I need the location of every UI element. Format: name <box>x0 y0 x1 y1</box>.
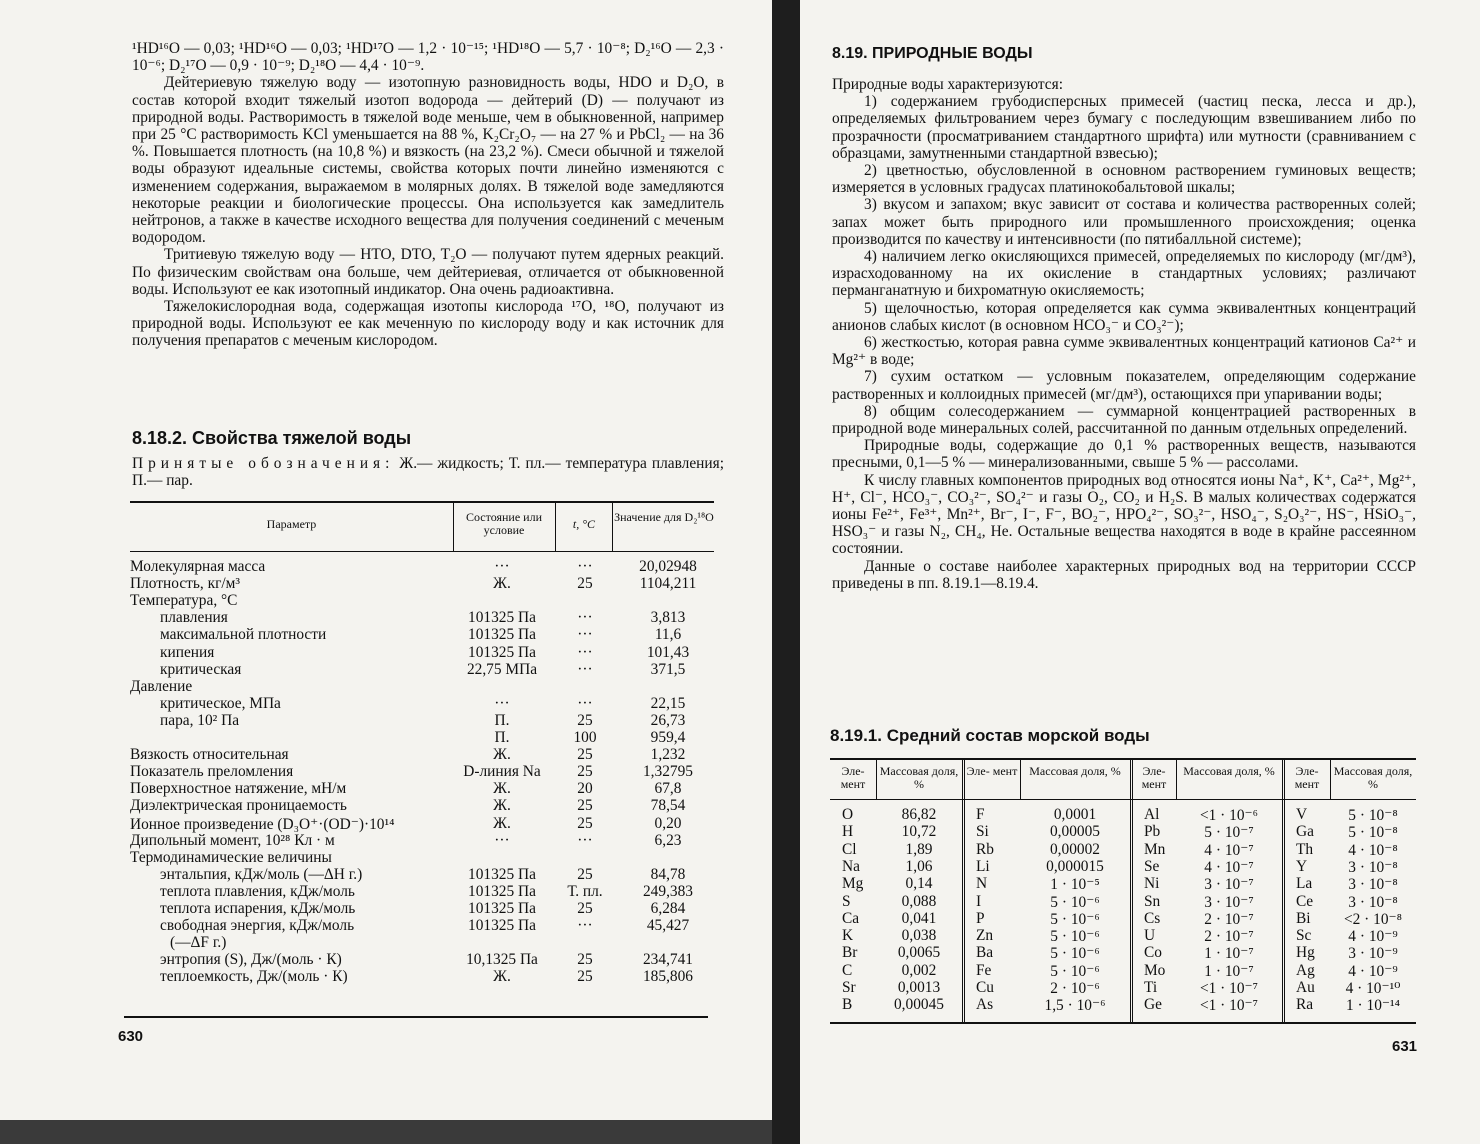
sea-element-cell: Rb <box>976 840 994 858</box>
condition-cell: П. <box>494 729 510 746</box>
col-header-temp: t, °C <box>572 517 596 531</box>
condition-cell: ··· <box>494 694 510 712</box>
param-cell: Показатель преломления <box>130 763 294 781</box>
condition-cell: 101325 Па <box>468 882 536 900</box>
item-3: 3) вкусом и запахом; вкус зависит от состава и количества растворенных солей; запах может быть природного или промышленного происхождения; оценка производится по качеству и интенсивности (по пятибалльной системе); <box>832 196 1416 248</box>
sea-element-cell: U <box>1144 927 1156 945</box>
value-cell: 0,20 <box>654 814 682 832</box>
notation-text: Ж.— жидкость; Т. пл.— температура плавления; П.— пар. <box>132 455 724 490</box>
sea-element-cell: P <box>976 909 985 927</box>
sea-fraction-cell: <1 · 10⁻⁷ <box>1199 997 1259 1015</box>
sea-fraction-cell: 1 · 10⁻⁷ <box>1204 945 1254 963</box>
item-4: 4) наличием легко окисляющихся примесей, определяемых по кислороду (мг/дм³), израсходованному на их окисление в стандартных условиях; различают перманганатную и бихроматную окисляемость; <box>832 248 1416 300</box>
sea-fraction-cell: 1,89 <box>905 840 933 858</box>
value-cell: 185,806 <box>642 968 694 986</box>
sea-fraction-cell: 3 · 10⁻⁸ <box>1348 858 1398 876</box>
condition-cell: П. <box>494 711 510 729</box>
temp-cell: ··· <box>577 831 593 849</box>
value-cell: 6,284 <box>650 900 686 917</box>
item-2: 2) цветностью, обусловленной в основном растворением гуминовых веществ; измеряется в условных градусах платинокобальтовой шкалы; <box>832 162 1416 197</box>
sea-element-cell: F <box>976 806 985 823</box>
sea-element-cell: I <box>976 892 982 910</box>
temp-cell: 20 <box>577 780 593 798</box>
paragraph-ions: К числу главных компонентов природных вод относятся ионы Na⁺, K⁺, Ca²⁺, Mg²⁺, H⁺, Cl⁻, HCO₃⁻, CO₃²⁻, SO₄²⁻ и газы O₂, CO₂ и H₂S. В малых количествах содержатся ионы Fe²⁺, Fe³⁺, Mn²⁺, Br⁻, I⁻, F⁻, BO₂⁻, HPO₄²⁻, SO₃²⁻, HSO₄⁻, S₂O₃²⁻, HS⁻, HSiO₃⁻, HSO₃⁻ и газы N₂, CH₄, He. Остальные вещества находятся в воде в крайне рассеянном состоянии. <box>832 471 1416 558</box>
value-cell: 1,232 <box>650 746 686 764</box>
sea-element-cell: As <box>976 996 994 1014</box>
sea-fraction-cell: <1 · 10⁻⁷ <box>1199 980 1259 997</box>
temp-cell: 25 <box>577 797 593 815</box>
sea-fraction-cell: 4 · 10⁻⁷ <box>1204 841 1254 859</box>
paragraph-data-ref: Данные о составе наиболее характерных природных вод на территории СССР приведены в пп. 8.19.1—8.19.4. <box>832 557 1416 592</box>
param-cell: плавления <box>160 609 228 627</box>
sea-col-header-element: Эле- мент <box>966 764 1018 778</box>
value-cell: 1104,211 <box>639 575 697 593</box>
sea-element-cell: Co <box>1144 944 1162 962</box>
temp-cell: 25 <box>577 865 593 883</box>
sea-element-cell: K <box>842 927 854 945</box>
sea-fraction-cell: 5 · 10⁻⁶ <box>1050 928 1100 946</box>
condition-cell: Ж. <box>493 575 511 593</box>
sea-fraction-cell: 5 · 10⁻⁸ <box>1348 824 1398 842</box>
sea-fraction-cell: 1 · 10⁻⁵ <box>1050 876 1100 894</box>
sea-fraction-cell: 0,00005 <box>1049 823 1101 841</box>
param-cell: теплоемкость, Дж/(моль · К) <box>160 968 348 986</box>
sea-fraction-cell: 4 · 10⁻¹⁰ <box>1345 980 1401 997</box>
sea-element-cell: Zn <box>976 927 994 945</box>
paragraph-heavy-oxygen: Тяжелокислородная вода, содержащая изотопы кислорода ¹⁷O, ¹⁸O, получают из природной воды. Используют ее как меченную по кислороду воду и как источник для получения препаратов с меченым кислородом. <box>132 298 724 350</box>
sea-element-cell: N <box>976 875 988 893</box>
intro-line: Природные воды характеризуются: <box>832 76 1063 93</box>
sea-col-header-element: Эле- мент <box>1141 764 1167 791</box>
sea-element-cell: Ga <box>1296 823 1314 841</box>
sea-element-cell: Ba <box>976 944 994 962</box>
sea-fraction-cell: 86,82 <box>901 806 937 823</box>
col-header-value: Значение для D₂¹⁸O <box>614 510 714 524</box>
sea-fraction-cell: 4 · 10⁻⁷ <box>1204 858 1254 876</box>
value-cell: 20,02948 <box>639 558 697 575</box>
sea-element-cell: Sc <box>1296 927 1312 945</box>
sea-element-cell: Mg <box>842 875 864 893</box>
sea-fraction-cell: 3 · 10⁻⁷ <box>1204 876 1254 894</box>
temp-cell: ··· <box>577 694 593 712</box>
sea-element-cell: Sn <box>1144 892 1161 910</box>
sea-fraction-cell: 4 · 10⁻⁸ <box>1348 841 1398 859</box>
sea-element-cell: Mn <box>1144 840 1166 858</box>
param-cell: теплота испарения, кДж/моль <box>160 900 356 917</box>
sea-element-cell: V <box>1296 806 1308 823</box>
temp-cell: 25 <box>577 575 593 593</box>
sea-element-cell: Ra <box>1296 996 1314 1014</box>
sea-element-cell: Si <box>976 823 989 841</box>
sea-col-header-fraction: Массовая доля, % <box>879 764 959 791</box>
sea-element-cell: Au <box>1296 979 1315 996</box>
temp-cell: ··· <box>577 660 593 678</box>
sea-element-cell: Cs <box>1144 909 1161 927</box>
sea-fraction-cell: 5 · 10⁻⁶ <box>1050 945 1100 963</box>
sea-fraction-cell: 0,14 <box>905 875 933 893</box>
param-cell: Давление <box>130 677 193 695</box>
sea-fraction-cell: 1,06 <box>905 857 933 875</box>
sea-col-header-fraction: Массовая доля, % <box>1029 764 1121 778</box>
section-title-natural-waters: 8.19. ПРИРОДНЫЕ ВОДЫ <box>832 45 1033 62</box>
condition-cell: 101325 Па <box>468 900 536 917</box>
condition-cell: 101325 Па <box>468 865 536 883</box>
temp-cell: 25 <box>577 951 593 969</box>
sea-element-cell: Sr <box>842 979 856 996</box>
condition-cell: Ж. <box>493 968 511 986</box>
sea-element-cell: H <box>842 823 854 841</box>
sea-element-cell: Y <box>1296 857 1308 875</box>
sea-col-header-fraction: Массовая доля, % <box>1333 764 1413 791</box>
param-cell: свободная энергия, кДж/моль <box>160 917 355 935</box>
condition-cell: 101325 Па <box>468 609 536 627</box>
temp-cell: ··· <box>577 609 593 627</box>
sea-fraction-cell: 0,0001 <box>1053 806 1097 823</box>
sea-fraction-cell: 0,0065 <box>897 944 941 962</box>
col-header-condition: Состояние или условие <box>465 510 542 537</box>
sea-fraction-cell: <2 · 10⁻⁸ <box>1343 910 1403 928</box>
temp-cell: 25 <box>577 968 593 986</box>
condition-cell: Ж. <box>493 797 511 815</box>
sea-element-cell: Ge <box>1144 996 1162 1014</box>
param-cell: (—ΔF г.) <box>170 934 227 952</box>
param-cell: пара, 10² Па <box>160 711 240 729</box>
paragraph-deuterium: Дейтериевую тяжелую воду — изотопную разновидность воды, HDO и D₂O, в состав которой входит тяжелый изотоп водорода — дейтерий (D) — получают из природной воды. Растворимость в тяжелой воде меньше, чем в обыкновенной, например при 25 °C растворимость KCl уменьшается на 88 %, K₂Cr₂O₇ — на 27 % и PbCl₂ — на 36 %. Повышается плотность (на 10,8 %) и вязкость (на 23,2 %). Смеси обычной и тяжелой воды образуют идеальные системы, свойства которых почти линейно изменяются с изменением содержания, выражаемом в молярных долях. В тяжелой воде замедляются некоторые реакции и биологические процессы. Она используется как замедлитель нейтронов, а также в качестве исходного вещества для получения соединений с меченым водородом. <box>132 74 724 247</box>
book-gutter <box>772 0 800 1144</box>
temp-cell: 25 <box>577 711 593 729</box>
sea-fraction-cell: 1,5 · 10⁻⁶ <box>1044 997 1106 1015</box>
sea-element-cell: Fe <box>976 961 992 979</box>
sea-element-cell: Hg <box>1296 944 1315 962</box>
sea-fraction-cell: <1 · 10⁻⁶ <box>1199 807 1259 824</box>
sea-fraction-cell: 4 · 10⁻⁹ <box>1348 928 1398 946</box>
param-cell: критическое, МПа <box>160 694 281 712</box>
right-page <box>800 0 1480 1144</box>
temp-cell: Т. пл. <box>567 882 603 900</box>
col-header-parameter: Параметр <box>266 517 317 531</box>
value-cell: 1,32795 <box>642 763 694 781</box>
sea-fraction-cell: 1 · 10⁻⁷ <box>1204 962 1254 980</box>
value-cell: 371,5 <box>650 660 686 678</box>
temp-cell: ··· <box>577 626 593 644</box>
sea-element-cell: Mo <box>1144 961 1166 979</box>
sea-fraction-cell: 0,00045 <box>893 996 945 1014</box>
value-cell: 249,383 <box>642 882 694 900</box>
sea-element-cell: Na <box>842 857 860 875</box>
sea-fraction-cell: 5 · 10⁻⁸ <box>1348 807 1398 824</box>
sea-element-cell: Ti <box>1144 979 1158 996</box>
paragraph-tritium: Тритиевую тяжелую воду — HTO, DTO, T₂O — получают путем ядерных реакций. По физическим свойствам она больше, чем дейтериевая, отличается от обыкновенной воды. Используют ее как изотопный индикатор. Она очень радиоактивна. <box>132 246 724 298</box>
value-cell: 234,741 <box>642 951 694 969</box>
sea-fraction-cell: 5 · 10⁻⁶ <box>1050 893 1100 911</box>
param-cell: Термодинамические величины <box>130 848 332 866</box>
sea-element-cell: Se <box>1144 857 1160 875</box>
section-title-heavy-water: 8.18.2. Свойства тяжелой воды <box>132 428 412 448</box>
param-cell: Дипольный момент, 10²⁸ Кл · м <box>130 831 335 849</box>
param-cell: энтальпия, кДж/моль (—ΔH г.) <box>160 865 363 883</box>
value-cell: 22,15 <box>650 694 686 712</box>
condition-cell: 101325 Па <box>468 626 536 644</box>
right-text-block <box>832 76 1416 592</box>
sea-fraction-cell: 0,00002 <box>1049 840 1101 858</box>
left-text-block <box>132 40 724 350</box>
sea-fraction-cell: 0,0013 <box>897 979 941 996</box>
sea-col-header-element: Эле- мент <box>840 764 866 791</box>
sea-fraction-cell: 5 · 10⁻⁶ <box>1050 962 1100 980</box>
param-cell: кипения <box>160 643 215 661</box>
page-number-right: 631 <box>1392 1038 1418 1055</box>
condition-cell: 22,75 МПа <box>466 660 538 678</box>
sea-element-cell: Li <box>976 857 990 875</box>
sea-fraction-cell: 2 · 10⁻⁷ <box>1204 910 1254 928</box>
value-cell: 45,427 <box>646 917 690 935</box>
condition-cell: ··· <box>494 558 510 575</box>
item-6: 6) жесткостью, которая равна сумме эквивалентных концентраций катионов Ca²⁺ и Mg²⁺ в воде; <box>832 334 1416 369</box>
notation-line <box>132 455 724 489</box>
param-cell: Поверхностное натяжение, мН/м <box>130 780 347 798</box>
sea-fraction-cell: 1 · 10⁻¹⁴ <box>1345 997 1400 1015</box>
sea-element-cell: S <box>842 892 851 910</box>
sea-fraction-cell: 0,038 <box>901 927 937 945</box>
condition-cell: D-линия Na <box>463 763 541 781</box>
sea-element-cell: B <box>842 996 853 1014</box>
temp-cell: 25 <box>577 763 593 781</box>
param-cell: Плотность, кг/м³ <box>130 575 241 593</box>
sea-fraction-cell: 3 · 10⁻⁸ <box>1348 893 1398 911</box>
temp-cell: 25 <box>577 746 593 764</box>
param-cell: Молекулярная масса <box>130 558 266 575</box>
sea-element-cell: Al <box>1144 806 1160 823</box>
sea-fraction-cell: 0,041 <box>901 909 937 927</box>
param-cell: Диэлектрическая проницаемость <box>130 797 347 815</box>
sea-fraction-cell: 5 · 10⁻⁷ <box>1204 824 1254 842</box>
param-cell: теплота плавления, кДж/моль <box>160 882 355 900</box>
value-cell: 101,43 <box>646 643 690 661</box>
value-cell: 959,4 <box>650 729 686 746</box>
temp-cell: ··· <box>577 643 593 661</box>
sea-fraction-cell: 3 · 10⁻⁹ <box>1348 945 1398 963</box>
paragraph-fresh-water: Природные воды, содержащие до 0,1 % растворенных веществ, называются пресными, 0,1—5 % — минерализованными, свыше 5 % — рассолами. <box>832 437 1416 472</box>
condition-cell: 101325 Па <box>468 917 536 935</box>
page-number-left: 630 <box>118 1028 144 1045</box>
sea-fraction-cell: 2 · 10⁻⁶ <box>1050 980 1100 997</box>
item-7: 7) сухим остатком — условным показателем, определяющим содержание растворенных и коллоидных примесей (мг/дм³), остающихся при упаривании воды; <box>832 368 1416 403</box>
sea-fraction-cell: 0,002 <box>901 961 937 979</box>
sea-fraction-cell: 0,088 <box>901 892 937 910</box>
value-cell: 11,6 <box>654 626 682 644</box>
sea-element-cell: Th <box>1296 840 1314 858</box>
item-8: 8) общим солесодержанием — суммарной концентрацией растворенных в природной воде минеральных солей, рассчитанной по данным отдельных определений. <box>832 402 1416 438</box>
sea-element-cell: Ce <box>1296 892 1314 910</box>
item-1: 1) содержанием грубодисперсных примесей (частиц песка, лесса и др.), определяемых фильтрованием через бумагу с последующим взвешиванием либо по прозрачности (просматриванием стандартного шрифта) или мутности (сравниванием с образцами, замутненными стандартной взвесью); <box>832 93 1416 162</box>
sea-element-cell: Ag <box>1296 961 1315 979</box>
sea-element-cell: Ni <box>1144 875 1160 893</box>
sea-element-cell: O <box>842 806 854 823</box>
value-cell: 84,78 <box>650 865 686 883</box>
sea-element-cell: Cl <box>842 840 857 858</box>
sea-fraction-cell: 5 · 10⁻⁶ <box>1050 910 1100 928</box>
sea-col-header-fraction: Массовая доля, % <box>1183 764 1275 778</box>
value-cell: 78,54 <box>650 797 686 815</box>
notation-label: Принятые обозначения: <box>132 455 395 472</box>
value-cell: 67,8 <box>654 780 682 798</box>
param-cell: максимальной плотности <box>160 626 327 644</box>
param-cell: Вязкость относительная <box>130 746 289 764</box>
temp-cell: ··· <box>577 917 593 935</box>
param-cell: Ионное произведение (D₃O⁺·(OD⁻)·10¹⁴ <box>130 815 395 833</box>
condition-cell: Ж. <box>493 814 511 832</box>
temp-cell: 25 <box>577 814 593 832</box>
sea-fraction-cell: 4 · 10⁻⁹ <box>1348 962 1398 980</box>
condition-cell: 10,1325 Па <box>466 951 538 969</box>
condition-cell: 101325 Па <box>468 643 536 661</box>
value-cell: 3,813 <box>650 609 686 627</box>
value-cell: 6,23 <box>654 831 682 849</box>
sea-element-cell: Pb <box>1144 823 1161 841</box>
sea-element-cell: C <box>842 961 853 979</box>
value-cell: 26,73 <box>650 711 686 729</box>
sea-element-cell: Cu <box>976 979 994 996</box>
param-cell: критическая <box>160 660 242 678</box>
subsection-title-sea-water: 8.19.1. Средний состав морской воды <box>830 726 1150 745</box>
isotope-abundance-line: ¹HD¹⁶O — 0,03; ¹HD¹⁶O — 0,03; ¹HD¹⁷O — 1,2 · 10⁻¹⁵; ¹HD¹⁸O — 5,7 · 10⁻⁸; D₂¹⁶O — 2,3 · 10⁻⁶; D₂¹⁷O — 0,9 · 10⁻⁹; D₂¹⁸O — 4,4 · 10⁻⁹. <box>132 40 724 75</box>
param-cell: энтропия (S), Дж/(моль · К) <box>160 951 342 969</box>
sea-element-cell: Bi <box>1296 909 1311 927</box>
temp-cell: 100 <box>573 729 597 746</box>
param-cell: Температура, °C <box>130 592 238 610</box>
condition-cell: ··· <box>494 831 510 849</box>
sea-fraction-cell: 3 · 10⁻⁸ <box>1348 876 1398 894</box>
item-5: 5) щелочностью, которая определяется как сумма эквивалентных концентраций анионов слабых кислот (в основном HCO₃⁻ и CO₃²⁻); <box>832 299 1416 334</box>
condition-cell: Ж. <box>493 746 511 764</box>
sea-element-cell: Ca <box>842 909 860 927</box>
condition-cell: Ж. <box>493 780 511 798</box>
sea-col-header-element: Эле- мент <box>1294 764 1320 791</box>
sea-fraction-cell: 2 · 10⁻⁷ <box>1204 928 1254 946</box>
temp-cell: ··· <box>577 558 593 575</box>
sea-element-cell: La <box>1296 875 1313 893</box>
temp-cell: 25 <box>577 900 593 917</box>
sea-element-cell: Br <box>842 944 858 962</box>
sea-fraction-cell: 3 · 10⁻⁷ <box>1204 893 1254 911</box>
sea-fraction-cell: 10,72 <box>901 823 937 841</box>
sea-fraction-cell: 0,000015 <box>1046 857 1104 875</box>
